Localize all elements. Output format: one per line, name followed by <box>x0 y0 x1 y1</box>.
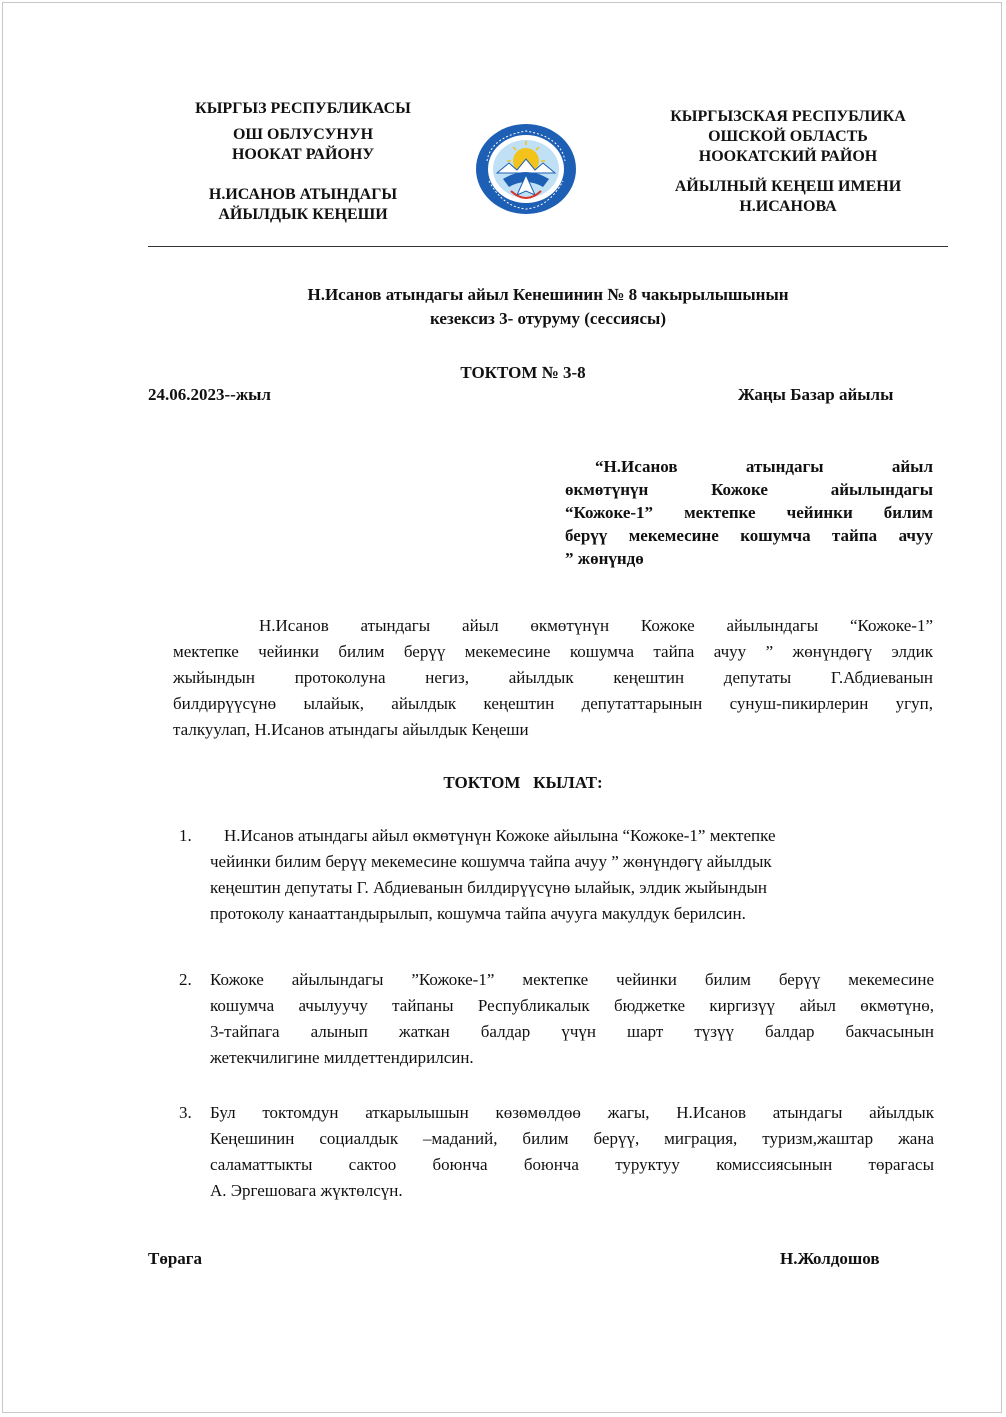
preamble-line: талкуулап, Н.Исанов атындагы айылдык Кеңеши <box>173 720 529 739</box>
header-left-line: АЙЫЛДЫК КЕҢЕШИ <box>218 206 388 223</box>
header-right-line: Н.ИСАНОВА <box>739 198 837 215</box>
header-divider <box>148 246 948 247</box>
item-number: 3. <box>179 1103 192 1122</box>
signature-role: Төрага <box>148 1249 203 1268</box>
resolution-item-3 <box>179 1100 939 1204</box>
subject-line: ” жөнүндө <box>565 549 644 568</box>
signature-name: Н.Жолдошов <box>780 1249 880 1268</box>
decree-title: ТОКТОМ № 3-8 <box>460 363 586 382</box>
subject-line: өкмөтүнүн Кожоке айылындагы <box>565 480 933 499</box>
item-number: 2. <box>179 970 192 989</box>
decree-subject <box>565 455 933 570</box>
decree-place: Жаңы Базар айылы <box>738 385 894 404</box>
item-line: Кеңешинин социалдык –маданий, билим берүү, миграция, туризм,жаштар жана <box>210 1129 934 1148</box>
resolves-heading: ТОКТОМ КЫЛАТ: <box>443 773 603 792</box>
preamble-line: жыйындын протоколуна негиз, айылдык кеңештин депутаты Г.Абдиеванын <box>173 668 933 687</box>
item-line: Кожоке айылындагы ”Кожоке-1” мектепке чейинки билим берүү мекемесине <box>210 970 934 989</box>
preamble <box>173 613 933 743</box>
item-line: саламаттыкты сактоо боюнча боюнча туруктуу комиссиясынын төрагасы <box>210 1155 934 1174</box>
item-line: Н.Исанов атындагы айыл өкмөтүнүн Кожоке айылына “Кожоке-1” мектепке <box>224 826 776 845</box>
decree-date: 24.06.2023--жыл <box>148 385 271 404</box>
header-right-line: ОШСКОЙ ОБЛАСТЬ <box>708 128 868 145</box>
item-line: Бул токтомдун аткарылышын көзөмөлдөө жагы, Н.Исанов атындагы айылдык <box>210 1103 934 1122</box>
emblem-icon <box>473 121 579 217</box>
header-right <box>643 107 933 217</box>
item-line: А. Эргешовага жүктөлсүн. <box>210 1181 403 1200</box>
item-line: кошумча ачылуучу тайпаны Республикалык бюджетке киргизүү айыл өкмөтүнө, <box>210 996 934 1015</box>
item-number: 1. <box>179 826 192 845</box>
preamble-line: Н.Исанов атындагы айыл өкмөтүнүн Кожоке айылындагы “Кожоке-1” <box>259 616 933 635</box>
item-line: кеңештин депутаты Г. Абдиеванын билдирүүсүнө ылайык, элдик жыйындын <box>210 878 767 897</box>
header-left-line: КЫРГЫЗ РЕСПУБЛИКАСЫ <box>195 100 411 117</box>
preamble-line: билдирүүсүнө ылайык, айылдык кеңештин депутаттарынын сунуш-пикирлерин угуп, <box>173 694 933 713</box>
item-line: чейинки билим берүү мекемесине кошумча тайпа ачуу ” жөнүндөгү айылдык <box>210 852 772 871</box>
item-line: протоколу канааттандырылып, кошумча тайпа ачууга макулдук берилсин. <box>210 904 746 923</box>
resolution-item-2 <box>179 967 939 1071</box>
session-title-line2: кезексиз 3- отуруму (сессиясы) <box>430 309 666 328</box>
header-left-line: ОШ ОБЛУСУНУН <box>232 126 374 143</box>
item-line: 3-тайпага алынып жаткан балдар үчүн шарт түзүү балдар бакчасынын <box>210 1022 934 1041</box>
document-page <box>2 2 1002 1413</box>
subject-line: “Кожоке-1” мектепке чейинки билим <box>565 503 933 522</box>
header-left-line: НООКАТ РАЙОНУ <box>231 146 375 163</box>
session-title-line1: Н.Исанов атындагы айыл Кенешинин № 8 чакырылышынын <box>307 285 789 304</box>
header-right-line: НООКАТСКИЙ РАЙОН <box>698 148 878 165</box>
preamble-line: мектепке чейинки билим берүү мекемесине кошумча тайпа ачуу ” жөнүндөгү элдик <box>173 642 933 661</box>
header-right-line: КЫРГЫЗСКАЯ РЕСПУБЛИКА <box>670 108 906 125</box>
state-emblem <box>473 121 579 217</box>
item-line: жетекчилигине милдеттендирилсин. <box>210 1048 474 1067</box>
header-left-line: Н.ИСАНОВ АТЫНДАГЫ <box>208 186 398 203</box>
resolution-item-1 <box>179 823 939 927</box>
header-right-line: АЙЫЛНЫЙ КЕҢЕШ ИМЕНИ <box>674 178 902 195</box>
subject-line: берүү мекемесине кошумча тайпа ачуу <box>565 526 933 545</box>
session-title <box>148 283 948 331</box>
subject-line: “Н.Исанов атындагы айыл <box>595 457 933 476</box>
header-left <box>153 99 453 225</box>
